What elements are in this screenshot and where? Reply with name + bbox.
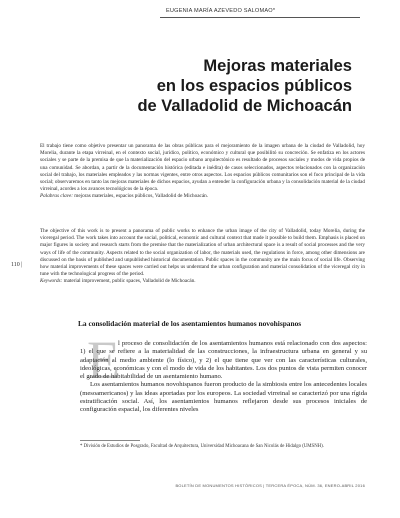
abstract-spanish-text: El trabajo tiene como objetivo presentar un panorama de las obras públicas para el mejoramiento de la imagen urbana de la ciudad de Valladolid, hoy Morelia, durante la etapa virreinal, en el contexto social, jurídico, político, económico y cultural que posibilitó su concreción. Se enfatiza en los actores sociales y se parte de la premisa de que la materialización del espacio urbano arquitectónico es resultado de procesos sociales y modos de vida propios de una comunidad. Se abordan, a partir de la documentación histórica (editada e inédita) de casos seleccionados, aspectos relacionados con la organización social del trabajo, los materiales empleados y las normas vigentes, entre otros aspectos. Los espacios públicos comunitarios son el foco principal de la vida social; observaremos en tanto las mejoras materiales de dichos espacios, ayudan a entender la configuración urbana y la consolidación material de la ciudad virreinal, acordes a los avances tecnológicos de la época. — [40, 143, 365, 193]
keywords-spanish-values: mejoras materiales, espacios públicos, Valladolid de Michoacán. — [74, 193, 209, 200]
article-title — [92, 56, 352, 116]
header-rule — [160, 17, 360, 18]
body-paragraph-2: Los asentamientos humanos novohispanos fueron producto de la simbiosis entre los antecedentes locales (mesoamericanos) y las ideas aportadas por los europeos. La sociedad virreinal se caracterizó por una rígida estratificación social. Así, los asentamientos humanos reflejaron desde sus procesos iniciales de configuración espacial, los diferentes niveles — [80, 381, 367, 414]
keywords-english — [40, 278, 365, 285]
title-line-1: Mejoras materiales — [203, 57, 352, 75]
abstract-english-text: The objective of this work is to present a panorama of public works to enhance the urban image of the city of Valladolid, today Morelia, during the viceregal period. The work takes into account the social, political, economic and cultural context that made it possible to build them. Emphasis is placed on major figures in society and research starts from the premise that the materialization of urban architectural space is a result of social processes and the very ways of life of the community. Aspects related to the social organization of labor, the materials used, the regulations in force, among other dimensions are discussed on the basis of published and unpublished historical documentation. Public spaces in the community are the main focus of social life. Observing how material improvements of these spaces were carried out helps us understand the urban configuration and material consolidation of the viceregal city in tune with the technological progress of the period. — [40, 228, 365, 278]
journal-footer: BOLETÍN DE MONUMENTOS HISTÓRICOS | TERCERA ÉPOCA, NÚM. 36, ENERO-ABRIL 2016 — [175, 483, 365, 488]
footnote: * División de Estudios de Posgrado, Facultad de Arquitectura, Universidad Michoacana de San Nicolás de Hidalgo (UMSNH). — [80, 444, 324, 449]
abstract-spanish — [40, 143, 365, 201]
title-line-3: de Valladolid de Michoacán — [137, 97, 352, 115]
drop-cap: E — [87, 330, 120, 390]
keywords-spanish — [40, 193, 365, 200]
title-line-2: en los espacios públicos — [156, 77, 352, 95]
keywords-spanish-label: Palabras clave: — [40, 193, 73, 200]
body-paragraph-1: l proceso de consolidación de los asentamientos humanos está relacionado con dos aspectos: 1) el que se refiere a la materialidad de las construcciones, la infraestructura urbana en general y su adaptación al medio ambiente (lo físico), y 2) el que tiene que ver con las características culturales, ideológicas, económicas y con el modo de vida de los habitantes. Los dos puntos de vista permiten conocer el grado de habitabilidad de un asentamiento humano. — [80, 340, 367, 381]
body-text — [80, 330, 367, 415]
keywords-english-values: material improvement, public spaces, Valladolid de Michoacán. — [63, 278, 196, 285]
abstract-english — [40, 228, 365, 286]
page-number: 110 | — [11, 262, 23, 268]
footnote-rule — [80, 440, 140, 441]
keywords-english-label: Keywords: — [40, 278, 63, 285]
section-heading: La consolidación material de los asentamientos humanos novohispanos — [78, 319, 302, 328]
author-name: EUGENIA MARÍA AZEVEDO SALOMAO* — [166, 8, 276, 14]
